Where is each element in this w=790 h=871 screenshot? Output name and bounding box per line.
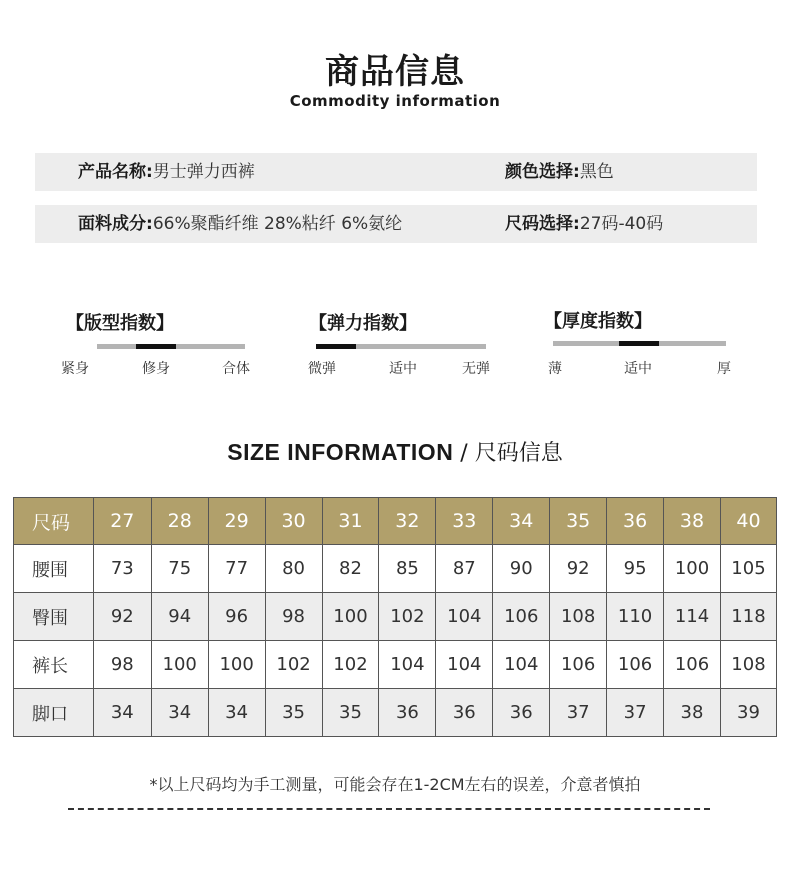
thickness-tick-3: 厚 xyxy=(717,361,731,377)
measurement-cell: 92 xyxy=(93,593,151,641)
size-header-cell: 27 xyxy=(93,498,151,545)
measurement-cell: 34 xyxy=(208,689,265,737)
size-info-heading xyxy=(0,436,790,467)
measurement-cell: 37 xyxy=(607,689,664,737)
stretch-index-marker xyxy=(316,344,356,349)
fit-index-marker xyxy=(136,344,176,349)
size-table-row xyxy=(14,593,777,641)
fit-tick-1: 紧身 xyxy=(61,361,89,377)
measurement-cell: 104 xyxy=(493,641,550,689)
size-header-cell: 40 xyxy=(720,498,776,545)
size-header-cell: 28 xyxy=(151,498,208,545)
measurement-cell: 75 xyxy=(151,545,208,593)
measurement-cell: 100 xyxy=(664,545,721,593)
measurement-cell: 104 xyxy=(436,641,493,689)
measurement-cell: 106 xyxy=(493,593,550,641)
size-header-cell: 31 xyxy=(322,498,379,545)
measurement-cell: 106 xyxy=(664,641,721,689)
measurement-cell: 77 xyxy=(208,545,265,593)
color-choice-value: 黑色 xyxy=(579,162,614,182)
size-heading-cn: 尺码信息 xyxy=(474,441,563,466)
measurement-cell: 118 xyxy=(720,593,776,641)
stretch-tick-1: 微弹 xyxy=(308,361,336,377)
product-name-value: 男士弹力西裤 xyxy=(152,162,255,182)
size-table-row xyxy=(14,545,777,593)
size-table xyxy=(13,497,777,737)
measurement-cell: 39 xyxy=(720,689,776,737)
size-header-label: 尺码 xyxy=(14,498,94,545)
measurement-cell: 87 xyxy=(436,545,493,593)
measurement-cell: 36 xyxy=(379,689,436,737)
measurement-cell: 108 xyxy=(550,593,607,641)
info-row-2 xyxy=(35,205,757,243)
measurement-cell: 96 xyxy=(208,593,265,641)
measurement-cell: 36 xyxy=(436,689,493,737)
size-header-cell: 30 xyxy=(265,498,322,545)
measurement-label: 臀围 xyxy=(14,593,94,641)
size-heading-sep: / xyxy=(453,441,475,466)
measurement-cell: 34 xyxy=(151,689,208,737)
size-header-cell: 33 xyxy=(436,498,493,545)
size-table-row xyxy=(14,641,777,689)
measurement-cell: 106 xyxy=(607,641,664,689)
measurement-cell: 105 xyxy=(720,545,776,593)
stretch-tick-3: 无弹 xyxy=(462,361,490,377)
page-title: 商品信息 xyxy=(325,52,465,92)
size-header-cell: 38 xyxy=(664,498,721,545)
size-header-cell: 34 xyxy=(493,498,550,545)
measurement-cell: 100 xyxy=(151,641,208,689)
measurement-cell: 82 xyxy=(322,545,379,593)
measurement-cell: 98 xyxy=(93,641,151,689)
measurement-label: 脚口 xyxy=(14,689,94,737)
size-choice xyxy=(505,205,663,243)
dashed-divider xyxy=(68,808,710,810)
color-choice-label: 颜色选择: xyxy=(505,162,580,182)
size-header-cell: 35 xyxy=(550,498,607,545)
measurement-label: 腰围 xyxy=(14,545,94,593)
measurement-cell: 102 xyxy=(322,641,379,689)
measurement-note: *以上尺码均为手工测量，可能会存在1-2CM左右的误差，介意者慎拍 xyxy=(149,775,641,794)
measurement-cell: 34 xyxy=(93,689,151,737)
measurement-cell: 98 xyxy=(265,593,322,641)
size-header-cell: 32 xyxy=(379,498,436,545)
size-choice-value: 27码-40码 xyxy=(579,214,664,234)
size-header-cell: 36 xyxy=(607,498,664,545)
measurement-cell: 95 xyxy=(607,545,664,593)
product-name-label: 产品名称: xyxy=(78,162,153,182)
size-choice-label: 尺码选择: xyxy=(505,214,580,234)
stretch-index-title: 【弹力指数】 xyxy=(309,313,417,334)
size-table-header-row xyxy=(14,498,777,545)
measurement-cell: 106 xyxy=(550,641,607,689)
measurement-cell: 92 xyxy=(550,545,607,593)
measurement-cell: 36 xyxy=(493,689,550,737)
measurement-cell: 100 xyxy=(208,641,265,689)
measurement-cell: 85 xyxy=(379,545,436,593)
material xyxy=(78,205,402,243)
info-row-1 xyxy=(35,153,757,191)
measurement-label: 裤长 xyxy=(14,641,94,689)
measurement-cell: 102 xyxy=(265,641,322,689)
fit-tick-2: 修身 xyxy=(142,361,170,377)
fit-tick-3: 合体 xyxy=(222,361,250,377)
thickness-index-marker xyxy=(619,341,659,346)
measurement-cell: 37 xyxy=(550,689,607,737)
color-choice xyxy=(505,153,614,191)
fit-index-title: 【版型指数】 xyxy=(66,313,174,334)
stretch-index-scale xyxy=(316,344,486,349)
measurement-cell: 35 xyxy=(265,689,322,737)
thickness-index-title: 【厚度指数】 xyxy=(544,311,652,332)
material-label: 面料成分: xyxy=(78,214,153,234)
measurement-cell: 110 xyxy=(607,593,664,641)
thickness-index-scale xyxy=(553,341,726,346)
fit-index-scale xyxy=(97,344,245,349)
material-value: 66%聚酯纤维 28%粘纤 6%氨纶 xyxy=(152,214,403,234)
measurement-cell: 90 xyxy=(493,545,550,593)
measurement-cell: 102 xyxy=(379,593,436,641)
thickness-tick-2: 适中 xyxy=(624,361,652,377)
measurement-cell: 38 xyxy=(664,689,721,737)
measurement-cell: 104 xyxy=(379,641,436,689)
measurement-cell: 114 xyxy=(664,593,721,641)
measurement-cell: 94 xyxy=(151,593,208,641)
measurement-cell: 100 xyxy=(322,593,379,641)
size-table-row xyxy=(14,689,777,737)
thickness-tick-1: 薄 xyxy=(548,361,562,377)
measurement-cell: 108 xyxy=(720,641,776,689)
product-name xyxy=(78,153,255,191)
measurement-cell: 104 xyxy=(436,593,493,641)
page-subtitle: Commodity information xyxy=(289,92,501,110)
stretch-tick-2: 适中 xyxy=(389,361,417,377)
measurement-cell: 73 xyxy=(93,545,151,593)
size-heading-en: SIZE INFORMATION xyxy=(227,439,454,465)
measurement-cell: 35 xyxy=(322,689,379,737)
size-header-cell: 29 xyxy=(208,498,265,545)
measurement-cell: 80 xyxy=(265,545,322,593)
